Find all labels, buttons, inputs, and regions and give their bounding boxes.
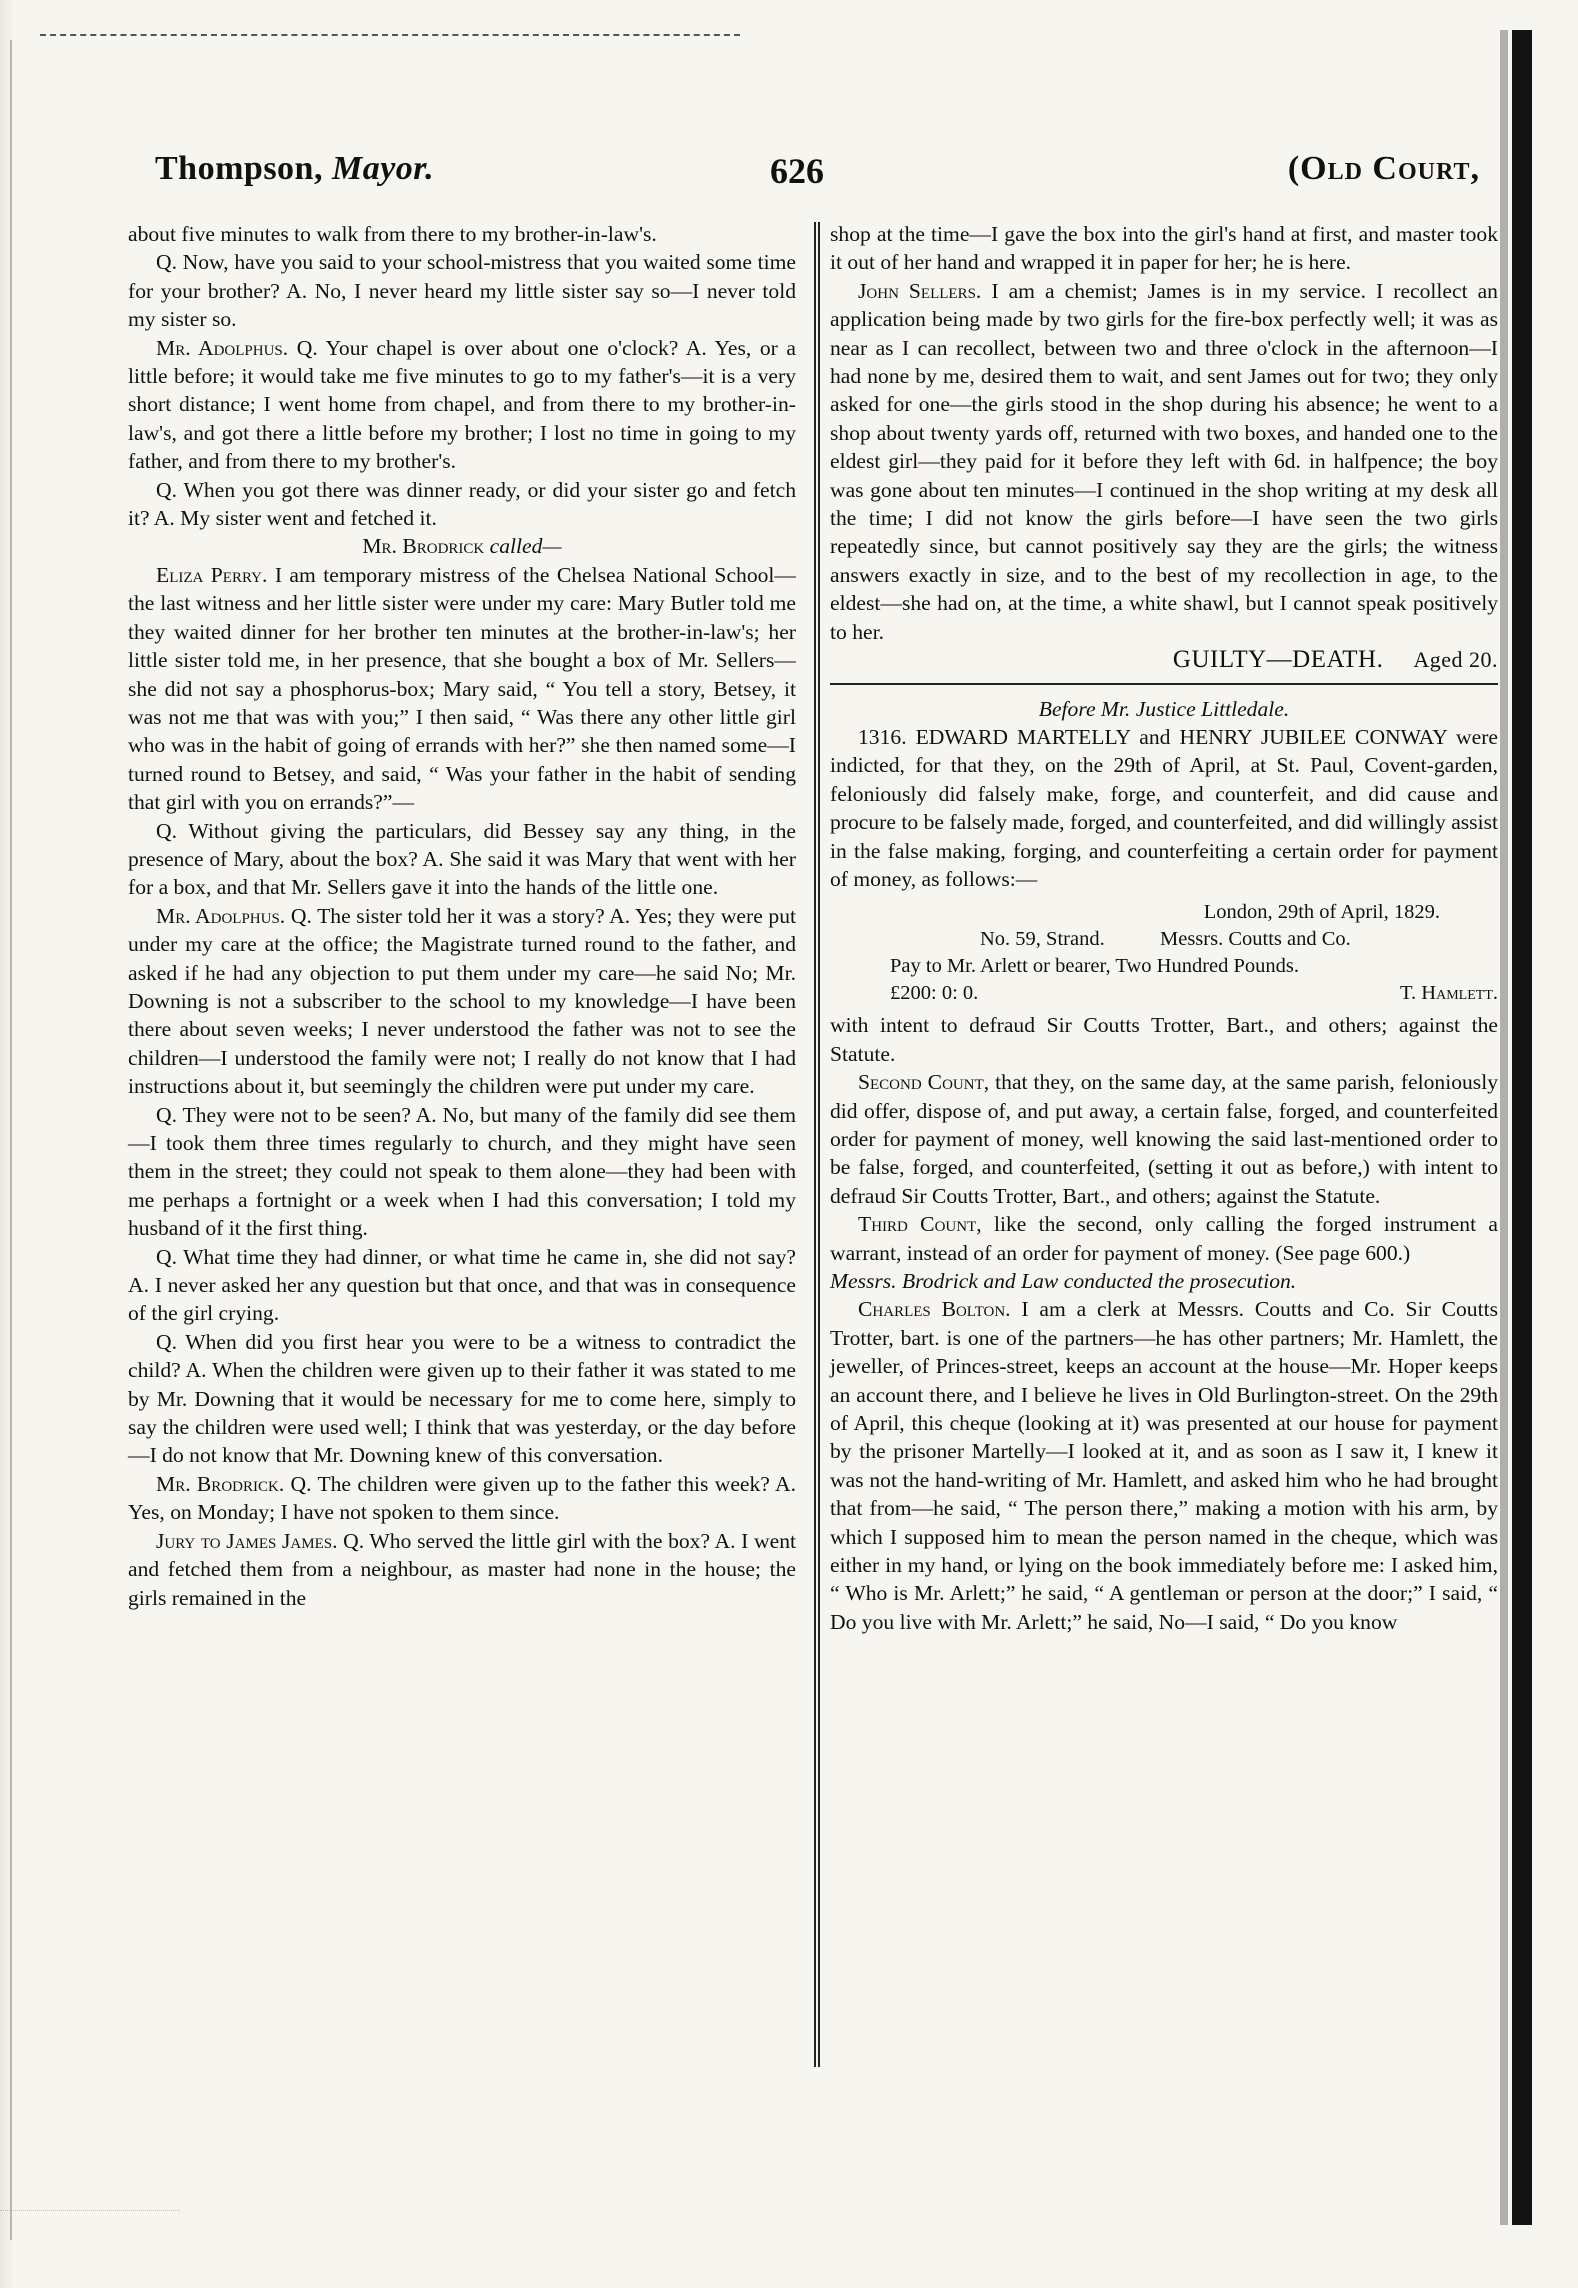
testimony-text: I am a clerk at Messrs. Coutts and Co. Sir Coutts Trotter, bart. is one of the partners—he has other partners; Mr. Hamlett, the jeweller, of Princes-street, keeps an account at the house—Mr. Hoper keeps an account there, and I believe he lives in Old Burlington-street. On the 29th of April, this cheque (looking at it) was presented at our house for payment by the prisoner Martelly—I looked at it, and as soon as I saw it, I knew it was not the hand-writing of Mr. Hamlett, and asked him who he had brought that from—he said, “ The person there,” making a motion with his arm, by which I supposed him to mean the person named in the cheque, which was either in my hand, or lying on the book immediately before me: I asked him, “ Who is Mr. Arlett;” he said, “ A gentleman or person at the door;” I said, “ Do you live with Mr. Arlett;” he said, No—I said, “ Do you know: [830, 1297, 1498, 1634]
testimony-paragraph: [128, 220, 796, 248]
paragraph-text: Q. They were not to be seen? A. No, but many of the family did see them—I took them three times regularly to church, and they might have seen them in the street; they could not speak to them alone—they had been with me perhaps a fortnight or a week when I had this conversation; I told my husband of it the first thing.: [128, 1102, 796, 1241]
testimony-paragraph: [128, 817, 796, 902]
testimony-paragraph: [128, 334, 796, 476]
testimony-paragraph: [128, 1101, 796, 1243]
header-title: Mayor.: [331, 150, 435, 187]
paragraph-text: Q. Who served the little girl with the box? A. I went and fetched them from a neighbour, as master had none in the house; the girls remained in the: [128, 1528, 796, 1610]
speaker-name: Eliza Perry.: [156, 562, 268, 587]
page-number: 626: [770, 151, 824, 191]
third-count: [830, 1210, 1498, 1267]
cheque-amount: £200: 0: 0.: [890, 982, 979, 1005]
scan-smudge: [0, 2210, 180, 2251]
testimony-paragraph: [128, 902, 796, 1101]
left-column: [128, 220, 796, 1612]
page-edge-bar: [1512, 30, 1532, 2225]
cheque-signature: T. Hamlett.: [1400, 982, 1498, 1005]
sellers-testimony: [830, 277, 1498, 646]
cheque-bank: Messrs. Coutts and Co.: [1160, 928, 1351, 951]
cheque-place-date: London, 29th of April, 1829.: [1203, 901, 1440, 924]
paragraph-text: Q. The children were given up to the father this week? A. Yes, on Monday; I have not spoken to them since.: [128, 1471, 796, 1525]
testimony-paragraph: [128, 1243, 796, 1328]
case-separator: [830, 683, 1498, 685]
header-name: Thompson,: [155, 150, 323, 187]
cheque-address: No. 59, Strand.: [980, 928, 1105, 951]
paragraph-text: Q. When you got there was dinner ready, or did your sister go and fetch it? A. My sister went and fetched it.: [128, 477, 796, 531]
column-divider: [814, 222, 820, 2067]
verdict: GUILTY—DEATH.: [1172, 646, 1384, 674]
verdict-line: [830, 646, 1498, 674]
count-label: Third Count,: [858, 1212, 982, 1237]
top-dashed-rule: [40, 34, 740, 36]
case-indictment: 1316. EDWARD MARTELLY and HENRY JUBILEE CONWAY were indicted, for that they, on the 29th of April, at St. Paul, Covent-garden, feloniously did falsely make, forge, and counterfeit, and did cause and procure to be falsely made, forged, and counterfeited, and did willingly assist in the false making, forging, and counterfeiting a certain order for payment of money, as follows:—: [830, 724, 1498, 891]
scan-shadow: [1500, 30, 1508, 2225]
paragraph-text: Q. What time they had dinner, or what time he came in, she did not say? A. I never asked her any question but that once, and that was in consequence of the girl crying.: [128, 1244, 796, 1326]
speaker-name: Mr. Adolphus.: [156, 903, 286, 928]
prosecution-line: Messrs. Brodrick and Law conducted the prosecution.: [830, 1269, 1297, 1293]
speaker-name: Jury to James James.: [156, 1528, 338, 1553]
verdict-age: Aged 20.: [1413, 647, 1498, 673]
testimony-paragraph: [128, 1470, 796, 1527]
speaker-name: Mr. Adolphus.: [156, 335, 289, 360]
header-mayor: [155, 150, 434, 188]
paragraph-text: Q. Now, have you said to your school-mistress that you waited some time for your brother? A. No, I never heard my little sister say so—I never told my sister so.: [128, 250, 796, 332]
paragraph-text: Q. Your chapel is over about one o'clock? A. Yes, or a little before; it would take me five minutes to go to my father's—it is a very short distance; I went home from chapel, and from there to my brother-in-law's, and got there a little before my brother; I lost no time in going to my father, and from there to my brother's.: [128, 335, 796, 474]
cheque-block: [830, 899, 1498, 1007]
count-text: like the second, only calling the forged instrument a warrant, instead of an order for payment of money. (See page 600.): [830, 1212, 1498, 1265]
speaker-name: Mr. Brodrick: [362, 534, 485, 559]
testimony-paragraph: [128, 1328, 796, 1470]
intent-paragraph: with intent to defraud Sir Coutts Trotter, Bart., and others; against the Statute.: [830, 1013, 1498, 1066]
speaker-name: John Sellers.: [858, 278, 982, 303]
testimony-paragraph: [128, 532, 796, 560]
speaker-name: Mr. Brodrick.: [156, 1471, 285, 1496]
testimony-paragraph: [128, 561, 796, 817]
testimony-text: I am a chemist; James is in my service. I recollect an application being made by two girls for the fire-box perfectly well; it was as near as I can recollect, between two and three o'clock in the afternoon—I had none by me, desired them to wait, and sent James out for two; they only asked for one—the girls stood in the shop during his absence; he went to a shop about twenty yards off, returned with two boxes, and handed one to the eldest girl—they paid for it before they left with 6d. in halfpence; the boy was gone about ten minutes—I continued in the shop writing at my desk all the time; I did not know the girls before—I have seen the two girls repeatedly since, but cannot positively say they are the girls; the witness answers exactly in size, and to the best of my recollection in age, to the eldest—she had on, at the time, a white shawl, but I cannot speak positively to her.: [830, 278, 1498, 644]
second-count: [830, 1068, 1498, 1210]
paragraph-text: Q. Without giving the particulars, did Bessey say any thing, in the presence of Mary, about the box? A. She said it was Mary that went with her for a box, and that Mr. Sellers gave it into the hands of the little one.: [128, 818, 796, 900]
continuation-paragraph: shop at the time—I gave the box into the girl's hand at first, and master took it out of her hand and wrapped it in paper for her; he is here.: [830, 222, 1498, 275]
paragraph-text: Q. The sister told her it was a story? A. Yes; they were put under my care at the office; the Magistrate turned round to the father, and asked if he had any objection to put them under my care—he said No; Mr. Downing is not a subscriber to the school to my knowledge—I have been there about seven weeks; I never understood the father was not to see the children—I understood the family were not; I really do not know that I had instructions about it, but seemingly the children were put under my care.: [128, 903, 797, 1099]
cheque-pay-line: Pay to Mr. Arlett or bearer, Two Hundred Pounds.: [890, 955, 1300, 978]
bolton-testimony: [830, 1295, 1498, 1636]
count-text: that they, on the same day, at the same parish, feloniously did offer, dispose of, and put away, a certain false, forged, and counterfeited order for payment of money, well knowing the said last-mentioned order to be false, forged, and counterfeited, (setting it out as before,) with intent to defraud Sir Coutts Trotter, Bart., and others; against the Statute.: [830, 1070, 1498, 1208]
paragraph-text: I am temporary mistress of the Chelsea National School—the last witness and her little sister were under my care: Mary Butler told me they waited dinner for her brother ten minutes at the brother-in-law's; her little sister told me, in her presence, that she bought a box of Mr. Sellers—she did not say a phosphorus-box; Mary said, “ You tell a story, Betsey, it was not me that was with you;” I then said, “ Was there any other little girl who was in the habit of going of errands with her?” she then named some—I turned round to Betsey, and said, “ Was your father in the habit of sending that girl with you on errands?”—: [128, 562, 797, 815]
testimony-paragraph: [128, 248, 796, 333]
speaker-name: Charles Bolton.: [858, 1297, 1011, 1322]
count-label: Second Count,: [858, 1070, 990, 1095]
running-header: [155, 150, 1480, 198]
paragraph-text: Q. When did you first hear you were to be a witness to contradict the child? A. When the children were given up to their father it was stated to me by Mr. Downing that it would be necessary for me to come here, simply to say the children were used well; I think that was yesterday, or the day before—I do not know that Mr. Downing knew of this conversation.: [128, 1329, 796, 1468]
right-column: [830, 220, 1498, 1636]
testimony-paragraph: [128, 476, 796, 533]
paragraph-text: called—: [489, 534, 562, 559]
before-judge: Before Mr. Justice Littledale.: [1038, 696, 1290, 721]
header-court: (Old Court,: [1287, 150, 1480, 187]
binding-rule: [10, 40, 12, 2240]
testimony-paragraph: [128, 1527, 796, 1612]
paragraph-text: about five minutes to walk from there to my brother-in-law's.: [128, 222, 657, 246]
